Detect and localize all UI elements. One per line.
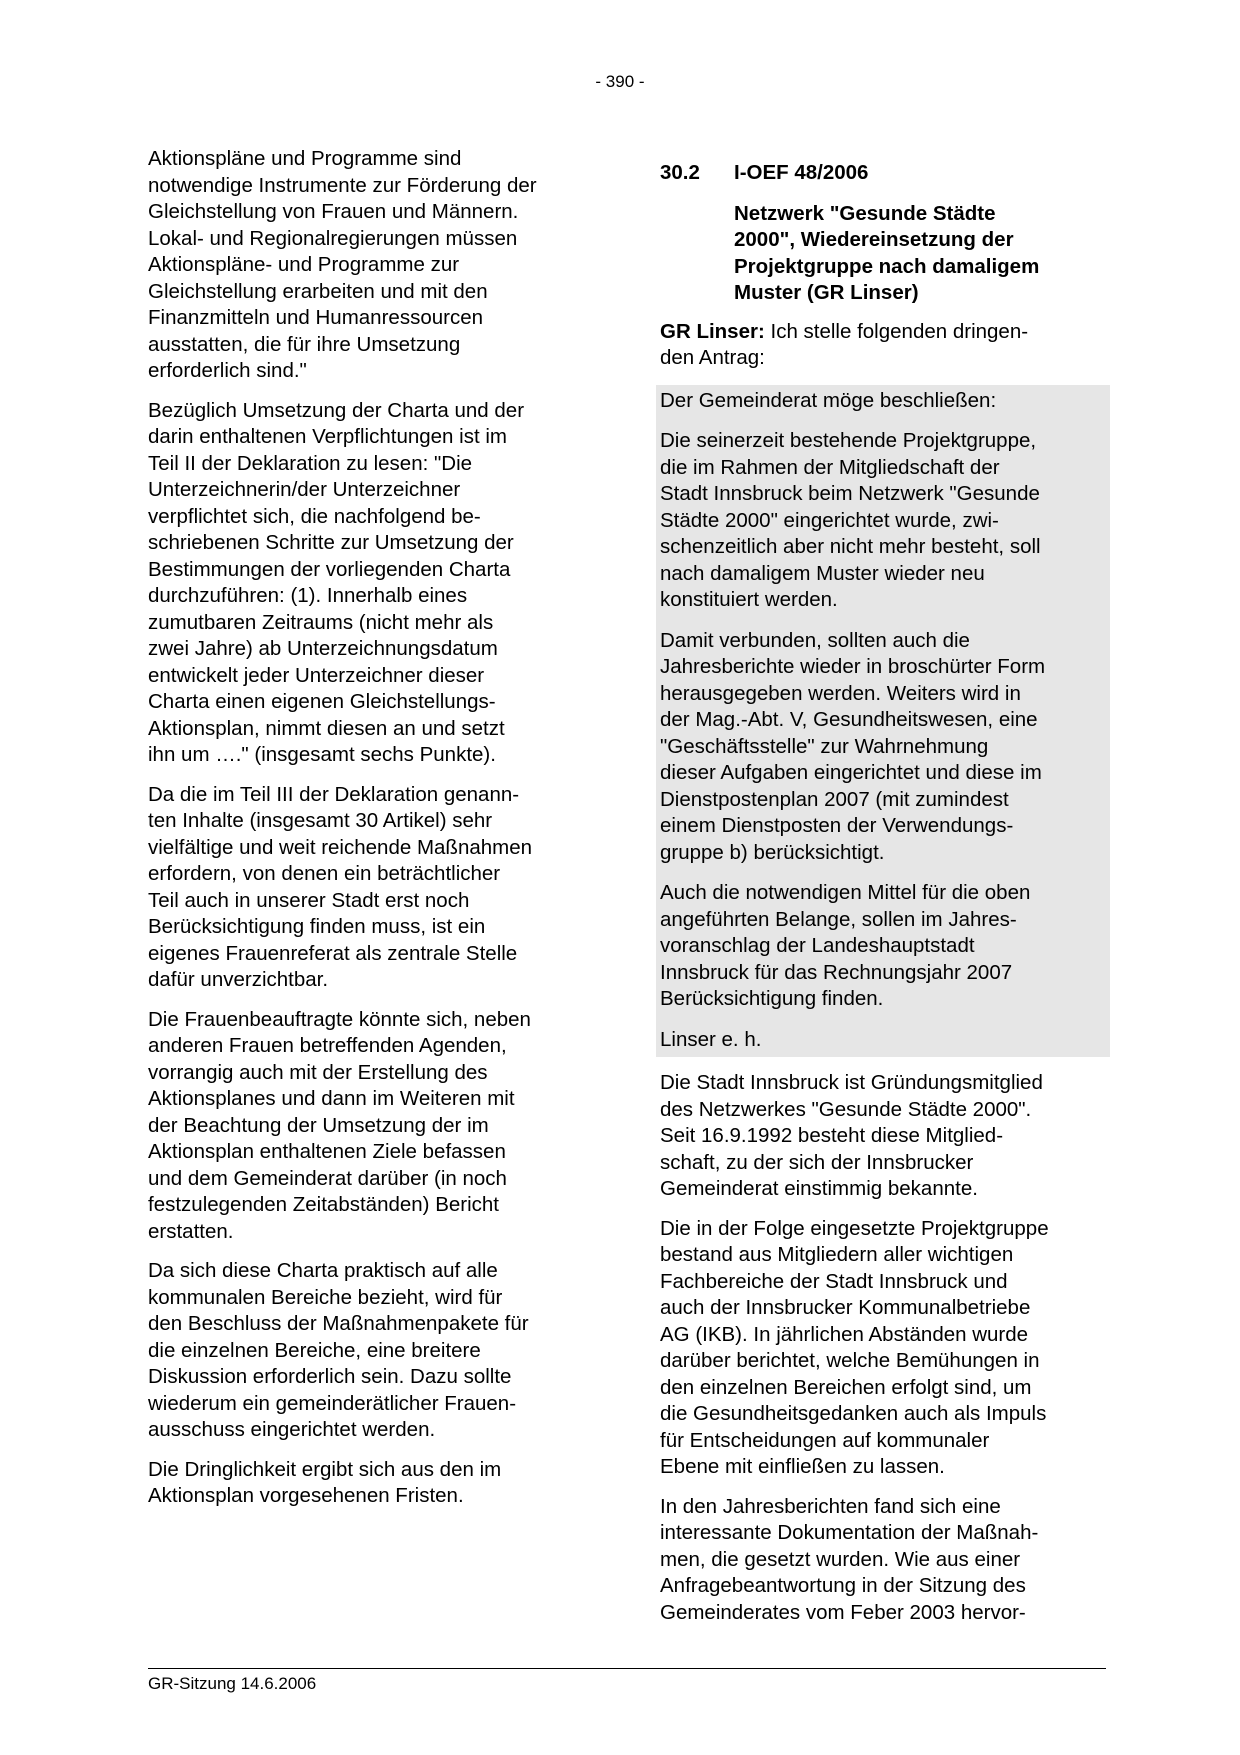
speaker-paragraph: [660, 319, 1106, 372]
paragraph: Da sich diese Charta praktisch auf alle kommunalen Bereiche bezieht, wird für den Beschluss der Maßnahmenpakete für die einzelnen Bereiche, eine breitere Diskussion erforderlich sein. Dazu sollte wiederum ein gemeinderätlicher Frauen- ausschuss eingerichtet werden.: [148, 1259, 529, 1441]
section-number: 30.2: [660, 161, 700, 184]
right-column: [660, 146, 1106, 1639]
section-title: Netzwerk "Gesunde Städte 2000", Wiedereinsetzung der Projektgruppe nach damaligem Muster (GR Linser): [734, 201, 1040, 304]
paragraph: Die Dringlichkeit ergibt sich aus den im Aktionsplan vorgesehenen Fristen.: [148, 1457, 502, 1507]
motion-paragraph: Der Gemeinderat möge beschließen:: [660, 388, 997, 412]
paragraph: Die in der Folge eingesetzte Projektgruppe bestand aus Mitgliedern aller wichtigen Fachbereiche der Stadt Innsbruck und auch der Innsbrucker Kommunalbetriebe AG (IKB). In jährlichen Abständen wurde darüber berichtet, welche Bemühungen in den einzelnen Bereichen erfolgt sind, um die Gesundheitsgedanken auch als Impuls für Entscheidungen auf kommunaler Ebene mit einfließen zu lassen.: [660, 1216, 1049, 1478]
footer-divider: [148, 1668, 1106, 1669]
paragraph: Aktionspläne und Programme sind notwendige Instrumente zur Förderung der Gleichstellung von Frauen und Männern. Lokal- und Regionalregierungen müssen Aktionspläne- und Programme zur Gleichstellung erarbeiten und mit den Finanzmitteln und Humanressourcen ausstatten, die für ihre Umsetzung erforderlich sind.": [148, 147, 537, 382]
paragraph: Bezüglich Umsetzung der Charta und der darin enthaltenen Verpflichtungen ist im Teil II der Deklaration zu lesen: "Die Unterzeichnerin/der Unterzeichner verpflichtet sich, die nachfolgend be- schriebenen Schritte zur Umsetzung der Bestimmungen der vorliegenden Charta durchzuführen: (1). Innerhalb eines zumutbaren Zeitraums (nicht mehr als zwei Jahre) ab Unterzeichnungsdatum entwickelt jeder Unterzeichner dieser Charta einen eigenen Gleichstellungs- Aktionsplan, nimmt diesen an und setzt ihn um …." (insgesamt sechs Punkte).: [148, 398, 525, 766]
paragraph: In den Jahresberichten fand sich eine interessante Dokumentation der Maßnah- men, die gesetzt wurden. Wie aus einer Anfragebeantwortung in der Sitzung des Gemeinderates vom Feber 2003 hervor-: [660, 1494, 1039, 1624]
speaker-name: GR Linser:: [660, 319, 765, 343]
speaker-text: Ich stelle folgenden dringen- den Antrag:: [660, 319, 1029, 369]
motion-paragraph: Auch die notwendigen Mittel für die oben angeführten Belange, sollen im Jahres- voranschlag der Landeshauptstadt Innsbruck für das Rechnungsjahr 2007 Berücksichtigung finden.: [660, 881, 1031, 1010]
motion-box: [656, 385, 1110, 1058]
footer: GR-Sitzung 14.6.2006: [148, 1674, 317, 1693]
paragraph: Da die im Teil III der Deklaration genann- ten Inhalte (insgesamt 30 Artikel) sehr vielfältige und weit reichende Maßnahmen erfordern, von denen ein beträchtlicher Teil auch in unserer Stadt erst noch Berücksichtigung finden muss, ist ein eigenes Frauenreferat als zentrale Stelle dafür unverzichtbar.: [148, 782, 533, 991]
section-heading: [660, 160, 1106, 187]
motion-paragraph: Damit verbunden, sollten auch die Jahresberichte wieder in broschürter Form herausgegeben werden. Weiters wird in der Mag.-Abt. V, Gesundheitswesen, eine "Geschäftsstelle" zur Wahrnehmung dieser Aufgaben eingerichtet und diese im Dienstpostenplan 2007 (mit zumindest einem Dienstposten der Verwendungs- gruppe b) berücksichtigt.: [660, 628, 1046, 864]
motion-signature: Linser e. h.: [660, 1027, 762, 1051]
paragraph: Die Stadt Innsbruck ist Gründungsmitglied des Netzwerkes "Gesunde Städte 2000". Seit 16.9.1992 besteht diese Mitglied- schaft, zu der sich der Innsbrucker Gemeinderat einstimmig bekannte.: [660, 1071, 1043, 1200]
motion-paragraph: Die seinerzeit bestehende Projektgruppe, die im Rahmen der Mitgliedschaft der Stadt Innsbruck beim Netzwerk "Gesunde Städte 2000" eingerichtet wurde, zwi- schenzeitlich aber nicht mehr besteht, soll nach damaligem Muster wieder neu konstituiert werden.: [660, 429, 1041, 611]
paragraph: Die Frauenbeauftragte könnte sich, neben anderen Frauen betreffenden Agenden, vorrangig auch mit der Erstellung des Aktionsplanes und dann im Weiteren mit der Beachtung der Umsetzung der im Aktionsplan enthaltenen Ziele befassen und dem Gemeinderat darüber (in noch festzulegenden Zeitabständen) Bericht erstatten.: [148, 1007, 531, 1243]
section-code: I-OEF 48/2006: [734, 161, 869, 184]
page-number: - 390 -: [595, 72, 645, 91]
left-column: [148, 146, 594, 1523]
